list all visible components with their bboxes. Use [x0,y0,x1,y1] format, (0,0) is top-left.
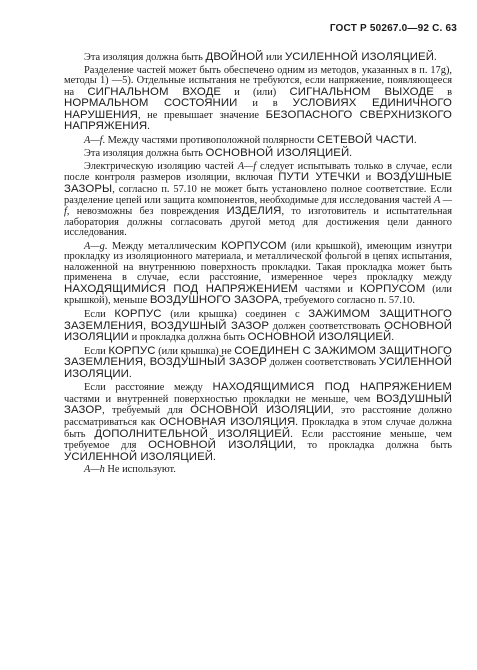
defined-term: ПУТИ УТЕЧКИ [278,171,361,184]
text-run: . Между металлическим [104,240,222,252]
text-run: Эта изоляция должна быть [84,148,206,160]
part-label: A—h [84,464,105,476]
text-run: , невозможны без повреждения [66,206,227,218]
defined-term: ВОЗДУШНОГО ЗАЗОРА [149,294,280,307]
text-run: . Между частями противоположной полярности [102,134,317,146]
defined-term: СИГНАЛЬНОМ ВЫХОДЕ [289,85,434,98]
text-run: должен соответствовать [269,320,385,332]
text-run: или [263,52,285,63]
text-run: частями и [297,283,360,295]
part-label: A—f [84,134,103,146]
defined-term: ОСНОВНОЙ ИЗОЛЯЦИЕЙ [247,331,392,344]
text-run: . [349,148,352,160]
text-run: . [128,368,132,380]
text-run: Если [84,345,109,357]
text-run: . Если расстояние меньше, чем требуемое для [64,428,452,452]
defined-term: УСИЛЕННОЙ ИЗОЛЯЦИЕЙ [284,51,435,63]
text-run: . [434,52,437,63]
text-run: Эта изоляция должна быть [84,52,206,63]
paragraph-p7 [64,309,452,344]
text-run: . [391,332,394,344]
text-run: , то изготовитель и испытательная лаборатория должны согласовать другой метод для достижения цели данного исследования. [64,206,452,239]
defined-term: КОРПУС [114,308,162,321]
paragraph-p4 [64,148,452,160]
text-run: , это расстояние должно рассматриваться как [64,405,453,428]
text-run: (или крышкой), имеющим изнутри прокладку из изоляционного материала, и металлической фольгой в цепях испытания, наложенной на внутреннюю поверхность прокладки. Такая прокладка может быть применена в случае, если расстояние, измеренное через прокладку между [64,240,452,284]
text-run: . [413,134,417,146]
defined-term: НАХОДЯЩИМИСЯ ПОД НАПРЯЖЕНИЕМ [64,282,298,295]
text-run: , требуемого согласно п. 57.10. [279,295,415,307]
defined-term: КОРПУСОМ [221,239,287,252]
defined-term: СИГНАЛЬНОМ ВХОДЕ [87,85,222,98]
paragraph-p6 [64,241,452,307]
text-run: и [360,172,377,184]
document-body [64,52,452,476]
text-run: Не используют. [104,464,176,476]
defined-term: УСИЛЕННОЙ ИЗОЛЯЦИИ [64,356,452,380]
text-run: следует испытывать только в случае, если после контроля размеров изоляции, включая [64,160,453,184]
text-run: , то прокладка должна быть [293,440,452,452]
text-run: . [147,121,150,133]
defined-term: ИЗДЕЛИЯ [226,205,282,218]
text-run: частями и внутренней поверхностью прокладки не меньше, чем [64,393,377,405]
defined-term: ОСНОВНОЙ ИЗОЛЯЦИИ [190,404,331,417]
text-run: и в [237,98,293,110]
text-run: , согласно п. 57.10 не может быть установлено полное соответствие. Если разделение цепей или защита компонентов, необходимые для исследования частей [64,184,452,206]
text-run: должен соответствовать [266,357,379,369]
defined-term: ВОЗДУШНЫЕ ЗАЗОРЫ [64,171,452,196]
defined-term: ОСНОВНОЙ ИЗОЛЯЦИИ [148,439,294,452]
paragraph-p2 [64,66,452,133]
defined-term: ОСНОВНОЙ ИЗОЛЯЦИИ [64,319,452,344]
text-run: и (или) [221,86,290,98]
defined-term: ДОПОЛНИТЕЛЬНОЙ ИЗОЛЯЦИЕЙ [94,427,291,440]
paragraph-p1 [64,52,452,64]
text-run: и прокладка должна быть [128,332,248,344]
defined-term: СОЕДИНЕН С ЗАЖИМОМ ЗАЩИТНОГО ЗАЗЕМЛЕНИЯ, ВОЗДУШНЫЙ ЗАЗОР [64,344,452,369]
part-label: A—g [84,240,105,252]
text-run: . Прокладка в этом случае должна быть [64,416,452,440]
paragraph-p8 [64,346,452,381]
defined-term: ОСНОВНАЯ ИЗОЛЯЦИЯ [159,415,296,428]
defined-term: КОРПУСОМ [359,282,426,295]
defined-term: ДВОЙНОЙ [205,51,264,63]
paragraph-p3 [64,135,452,147]
text-run: . [213,451,216,463]
defined-term: УСИЛЕННОЙ ИЗОЛЯЦИЕЙ [64,450,214,463]
paragraph-p9 [64,382,452,463]
defined-term: УСЛОВИЯХ ЕДИНИЧНОГО НАРУШЕНИЯ [64,97,452,121]
text-run: Если [84,309,115,321]
defined-term: СЕТЕВОЙ ЧАСТИ [316,133,414,146]
defined-term: НОРМАЛЬНОМ СОСТОЯНИИ [64,97,238,110]
text-run: Разделение частей может быть обеспечено одним из методов, указанных в п. 17g), методы 1) —5). Отдельные испытания не требуются, если напряжение, появляющееся на [64,64,452,98]
defined-term: БЕЗОПАСНОГО СВЕРХНИЗКОГО НАПРЯЖЕНИЯ [64,108,452,133]
text-run: в [433,86,452,98]
defined-term: ЗАЖИМОМ ЗАЩИТНОГО ЗАЗЕМЛЕНИЯ, ВОЗДУШНЫЙ ЗАЗОР [64,308,452,332]
text-run: Электрическую изоляцию частей [84,160,238,172]
part-label: A —f [64,194,453,218]
page-header: ГОСТ Р 50267.0—92 С. 63 [329,23,457,34]
part-label: A—f [237,160,257,172]
paragraph-p10 [64,465,452,476]
text-run: (или крышка) соединен с [161,309,309,321]
text-run: (или крышка) не [155,345,235,357]
paragraph-p5 [64,162,452,239]
defined-term: НАХОДЯЩИМИСЯ ПОД НАПРЯЖЕНИЕМ [212,381,453,394]
defined-term: ВОЗДУШНЫЙ ЗАЗОР [64,392,452,417]
text-run: , требуемый для [102,405,191,417]
text-run: , не превышает значение [137,109,266,121]
defined-term: КОРПУС [108,344,156,357]
text-run: (или крышкой), меньше [64,283,452,307]
text-run: Если расстояние между [84,382,213,394]
defined-term: ОСНОВНОЙ ИЗОЛЯЦИЕЙ [205,147,350,160]
